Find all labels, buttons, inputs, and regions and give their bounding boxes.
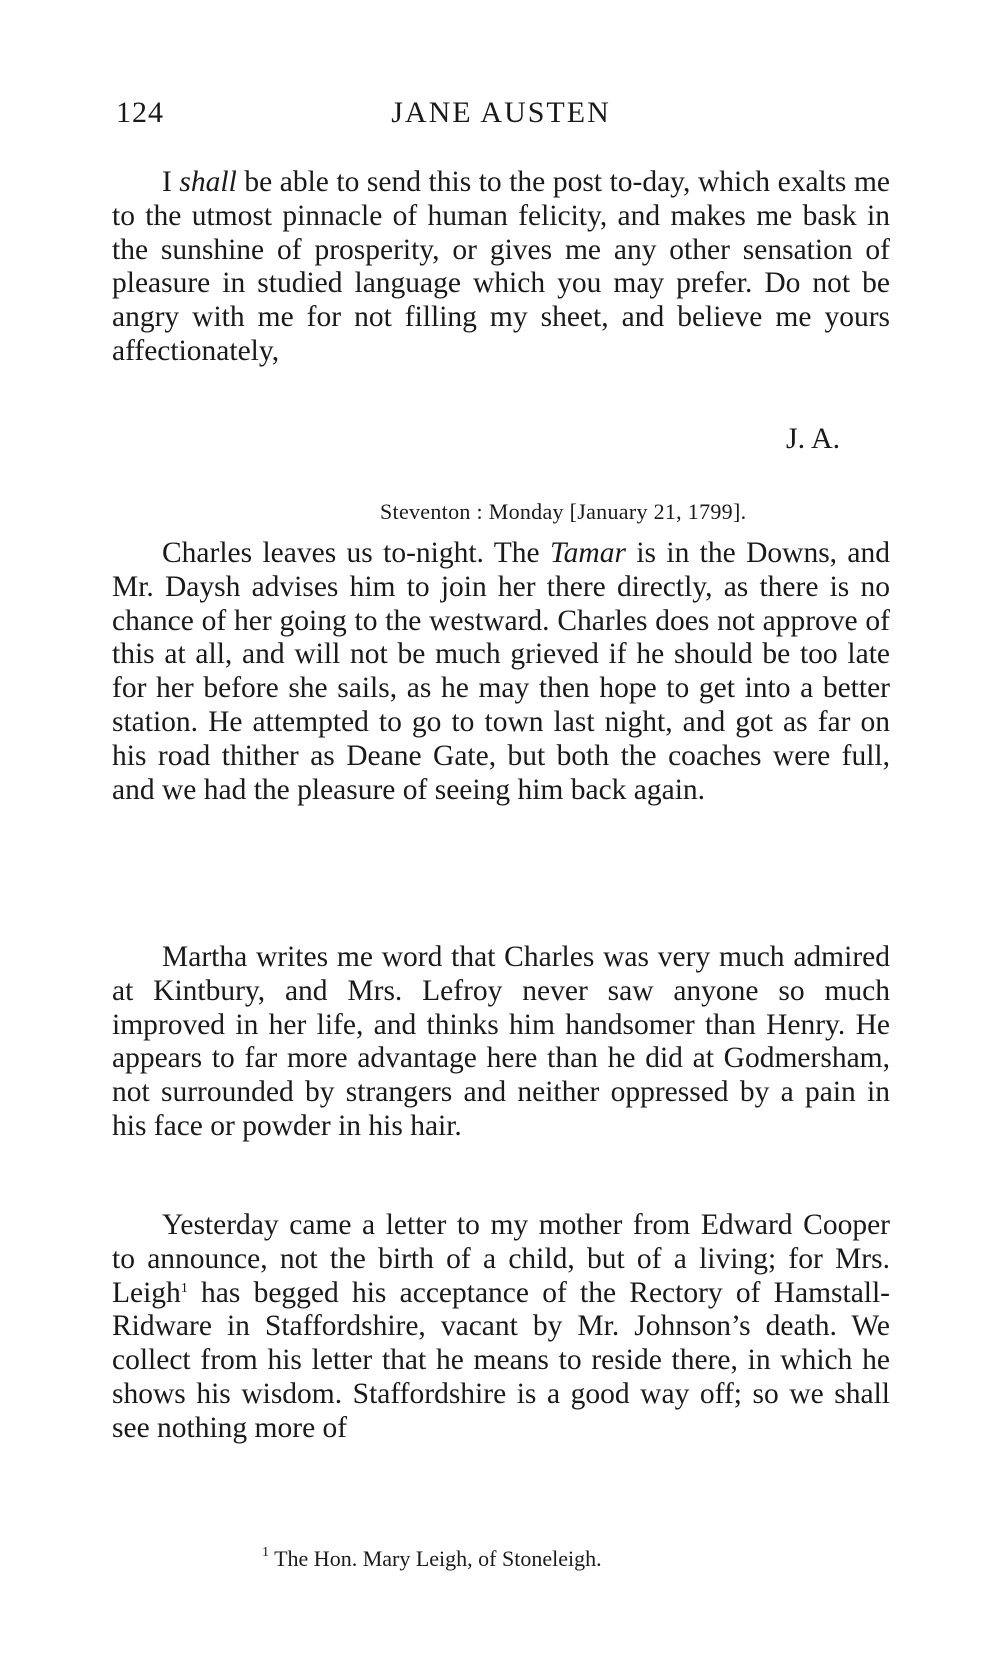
letter-closing-paragraph (112, 166, 890, 369)
paragraph-edward-start: Yesterday came a letter to my mother from Edward Cooper to announce, not the birth of a child, but of a living; for Mrs. Leigh (112, 1209, 890, 1309)
footnote-text: The Hon. Mary Leigh, of Stoneleigh. (269, 1546, 602, 1571)
paragraph-edward-cooper (112, 1209, 890, 1446)
running-title: JANE AUSTEN (391, 96, 611, 129)
paragraph-charles-rest: is in the Downs, and Mr. Daysh advises him to join her there directly, as there is no chance of her going to the westward. Charles does not approve of this at all, and will not be much grieved if he should be too late for her before she sails, as he may then hope to get into a better station. He attempted to go to town last night, and got as far on his road thither as Deane Gate, but both the coaches were full, and we had the pleasure of seeing him back again. (112, 537, 890, 806)
paragraph-martha: Martha writes me word that Charles was very much admired at Kintbury, and Mrs. Lefroy never saw anyone so much improved in her life, and thinks him handsomer than Henry. He appears to far more advantage here than he did at Godmersham, not surrounded by strangers and neither oppressed by a pain in his face or powder in his hair. (112, 941, 890, 1142)
running-head (116, 96, 886, 136)
letter-dateline: Steventon : Monday [January 21, 1799]. (380, 499, 747, 524)
signature: J. A. (786, 422, 841, 455)
closing-intro: I (162, 166, 180, 198)
page-number: 124 (116, 96, 164, 129)
footnote-reference: 1 (180, 1280, 188, 1296)
footnote-marker: 1 (262, 1545, 269, 1560)
closing-text: be able to send this to the post to-day, which exalts me to the utmost pinnacle of human felicity, and makes me bask in the sunshine of prosperity, or gives me any other sensation of pleasure in studied language which you may prefer. Do not be angry with me for not filling my sheet, and believe me yours affectionately, (112, 166, 891, 367)
ship-name: Tamar (549, 537, 626, 569)
paragraph-charles-start: Charles leaves us to-night. The (162, 537, 550, 569)
paragraph-charles (112, 537, 890, 807)
footnote (262, 1546, 602, 1572)
paragraph-edward-rest: has begged his acceptance of the Rectory of Hamstall-Ridware in Staffordshire, vacant by Mr. Johnson’s death. We collect from his letter that he means to reside there, in which he shows his wisdom. Staffordshire is a good way off; so we shall see nothing more of (112, 1276, 890, 1444)
closing-emphasis: shall (179, 166, 237, 198)
